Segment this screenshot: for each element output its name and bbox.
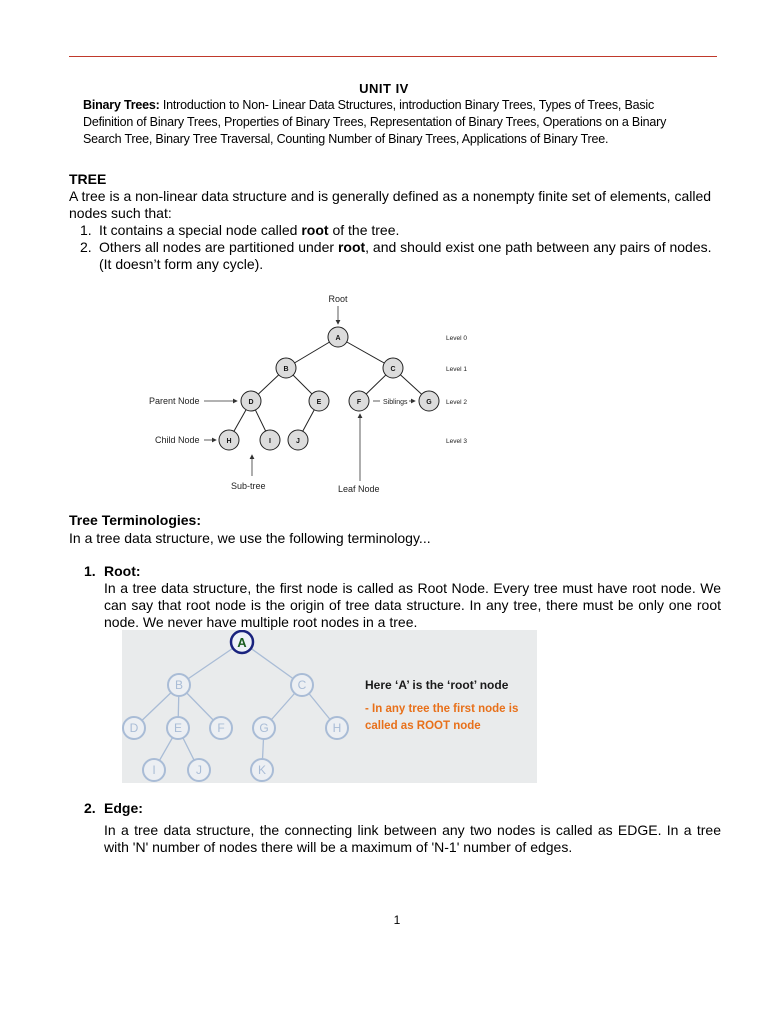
header-rule bbox=[69, 56, 717, 57]
terminologies-intro: In a tree data structure, we use the following terminology... bbox=[69, 530, 431, 546]
parent-node-label: Parent Node bbox=[149, 396, 200, 406]
node-label: I bbox=[269, 438, 271, 445]
edge-term-heading: 2. Edge: bbox=[84, 800, 143, 816]
page-number: 1 bbox=[393, 913, 401, 927]
tree-intro: A tree is a non-linear data structure and is generally defined as a nonempty finite set of elements, called nodes such that: bbox=[69, 188, 712, 221]
node-label: I bbox=[152, 763, 156, 777]
syllabus-label: Binary Trees: bbox=[83, 98, 160, 112]
root-node-diagram bbox=[122, 630, 537, 783]
root-label: Root bbox=[328, 294, 348, 304]
list-item: 1. It contains a special node called root of the tree. bbox=[80, 222, 400, 238]
root-caption: Here ‘A’ is the ‘root’ node bbox=[365, 678, 509, 692]
node-label: A bbox=[335, 335, 341, 342]
level-label: Level 1 bbox=[446, 366, 467, 373]
siblings-label: Siblings bbox=[383, 399, 408, 406]
root-note-line-1: - In any tree the first node is bbox=[365, 703, 519, 715]
root-note-line-2: called as ROOT node bbox=[365, 720, 481, 732]
node-label: C bbox=[297, 678, 307, 692]
node-label: F bbox=[217, 721, 225, 735]
node-label: C bbox=[390, 366, 396, 373]
node-label: G bbox=[426, 399, 432, 406]
subtree-label: Sub-tree bbox=[231, 481, 266, 491]
node-label: K bbox=[257, 763, 267, 777]
list-item: 2. Others all nodes are partitioned under root, and should exist one path between any pairs of nodes. (It doesn’t form any cycle). bbox=[80, 239, 712, 272]
edge-term-body: In a tree data structure, the connecting link between any two nodes is called as EDGE. In a tree with 'N' number of nodes there will be a maximum of 'N-1' number of edges. bbox=[104, 822, 721, 855]
tree-structure-diagram bbox=[140, 290, 490, 495]
node-label: J bbox=[296, 438, 300, 445]
node-label: B bbox=[174, 678, 184, 692]
tree-heading: TREE bbox=[69, 171, 107, 187]
level-label: Level 2 bbox=[446, 399, 467, 406]
node-label: E bbox=[173, 721, 183, 735]
node-label: H bbox=[332, 721, 342, 735]
node-label: E bbox=[316, 399, 322, 406]
tree-definition-list bbox=[80, 222, 720, 273]
unit-title: UNIT IV bbox=[359, 81, 409, 96]
node-label: H bbox=[226, 438, 232, 445]
child-node-label: Child Node bbox=[155, 435, 200, 445]
level-label: Level 0 bbox=[446, 335, 467, 342]
root-term-heading: 1. Root: bbox=[84, 563, 141, 579]
root-node-label: A bbox=[237, 635, 247, 650]
node-label: F bbox=[356, 399, 362, 406]
syllabus-topics: Introduction to Non- Linear Data Structures, introduction Binary Trees, Types of Trees, Basic Definition of Binary Trees, Properties of Binary Trees, Representation of Binary Trees, Operations on a Binary Search Tree, Binary Tree Traversal, Counting Number of Binary Trees, Applications of Binary Tree. bbox=[83, 98, 667, 146]
leaf-node-label: Leaf Node bbox=[338, 484, 380, 494]
node-label: J bbox=[196, 763, 202, 777]
root-term-body: In a tree data structure, the first node is called as Root Node. Every tree must have root node. We can say that root node is the origin of tree data structure. In any tree, there must be only one root node. We never have multiple root nodes in a tree. bbox=[104, 580, 721, 630]
terminologies-heading: Tree Terminologies: bbox=[69, 512, 201, 528]
node-label: G bbox=[259, 721, 269, 735]
syllabus-text bbox=[83, 97, 693, 148]
level-label: Level 3 bbox=[446, 438, 467, 445]
node-label: D bbox=[129, 721, 139, 735]
node-label: B bbox=[283, 366, 289, 373]
node-label: D bbox=[248, 399, 254, 406]
